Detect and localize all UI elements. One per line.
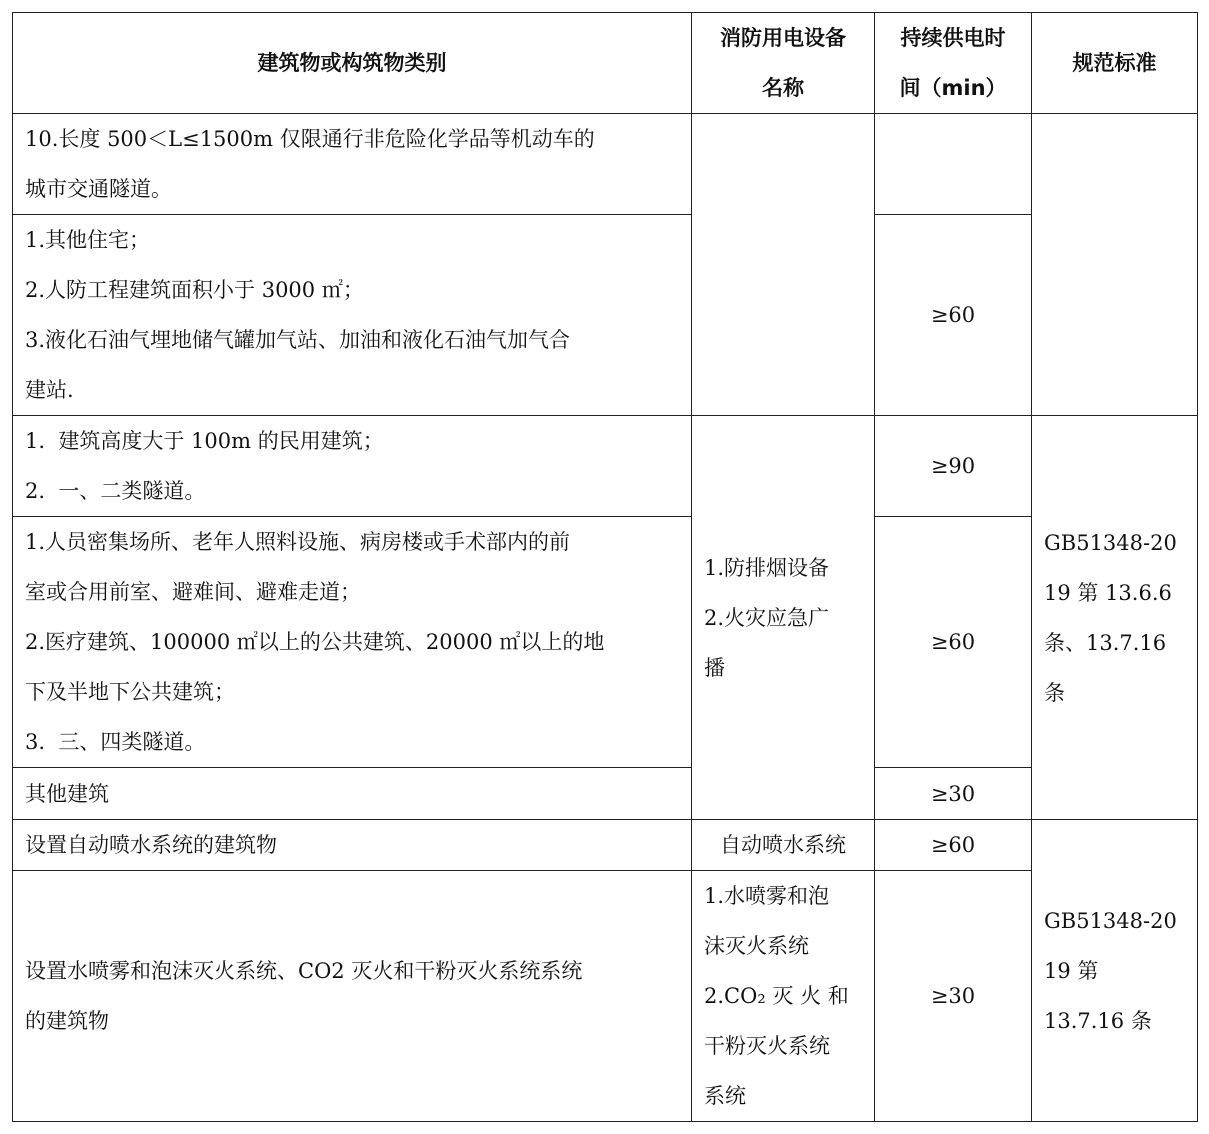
category-cell: 1.其他住宅； 2.人防工程建筑面积小于 3000 ㎡； 3.液化石油气埋地储气罐加气站、加油和液化石油气加气合 建站.: [13, 215, 692, 416]
category-cell: 10.长度 500＜L≤1500m 仅限通行非危险化学品等机动车的 城市交通隧道。: [13, 114, 692, 215]
category-cell: 其他建筑: [13, 768, 692, 820]
header-standard: 规范标准: [1032, 13, 1198, 114]
table-row: [13, 416, 1198, 517]
standard-cell: GB51348-20 19 第 13.7.16 条: [1032, 820, 1198, 1122]
category-cell: 1.人员密集场所、老年人照料设施、病房楼或手术部内的前 室或合用前室、避难间、避难走道； 2.医疗建筑、100000 ㎡以上的公共建筑、20000 ㎡以上的地 下及半地下公共建筑； 3. 三、四类隧道。: [13, 517, 692, 768]
standard-cell-empty: [1032, 114, 1198, 416]
equipment-cell: 1.水喷雾和泡 沫灭火系统 2.CO₂ 灭 火 和 干粉灭火系统 系统: [692, 871, 875, 1122]
table-row: [13, 114, 1198, 215]
category-cell: 1. 建筑高度大于 100m 的民用建筑； 2. 一、二类隧道。: [13, 416, 692, 517]
header-building-category: 建筑物或构筑物类别: [13, 13, 692, 114]
table-row: [13, 820, 1198, 871]
equipment-cell: 自动喷水系统: [692, 820, 875, 871]
fire-power-duration-table: [12, 12, 1198, 1122]
category-cell: 设置自动喷水系统的建筑物: [13, 820, 692, 871]
duration-cell: ≥90: [875, 416, 1032, 517]
duration-cell: ≥30: [875, 768, 1032, 820]
equipment-cell-smoke-broadcast: 1.防排烟设备 2.火灾应急广 播: [692, 416, 875, 820]
duration-cell: ≥60: [875, 215, 1032, 416]
standard-cell: GB51348-20 19 第 13.6.6 条、13.7.16 条: [1032, 416, 1198, 820]
duration-cell-empty: [875, 114, 1032, 215]
category-cell: 设置水喷雾和泡沫灭火系统、CO2 灭火和干粉灭火系统系统 的建筑物: [13, 871, 692, 1122]
table-row: [13, 768, 1198, 820]
table-row: [13, 517, 1198, 768]
duration-cell: ≥60: [875, 820, 1032, 871]
table-row: [13, 215, 1198, 416]
header-equipment-name: 消防用电设备 名称: [692, 13, 875, 114]
header-row: [13, 13, 1198, 114]
duration-cell: ≥60: [875, 517, 1032, 768]
table-row: [13, 871, 1198, 1122]
duration-cell: ≥30: [875, 871, 1032, 1122]
equipment-cell-empty: [692, 114, 875, 416]
header-supply-duration: 持续供电时 间（min）: [875, 13, 1032, 114]
